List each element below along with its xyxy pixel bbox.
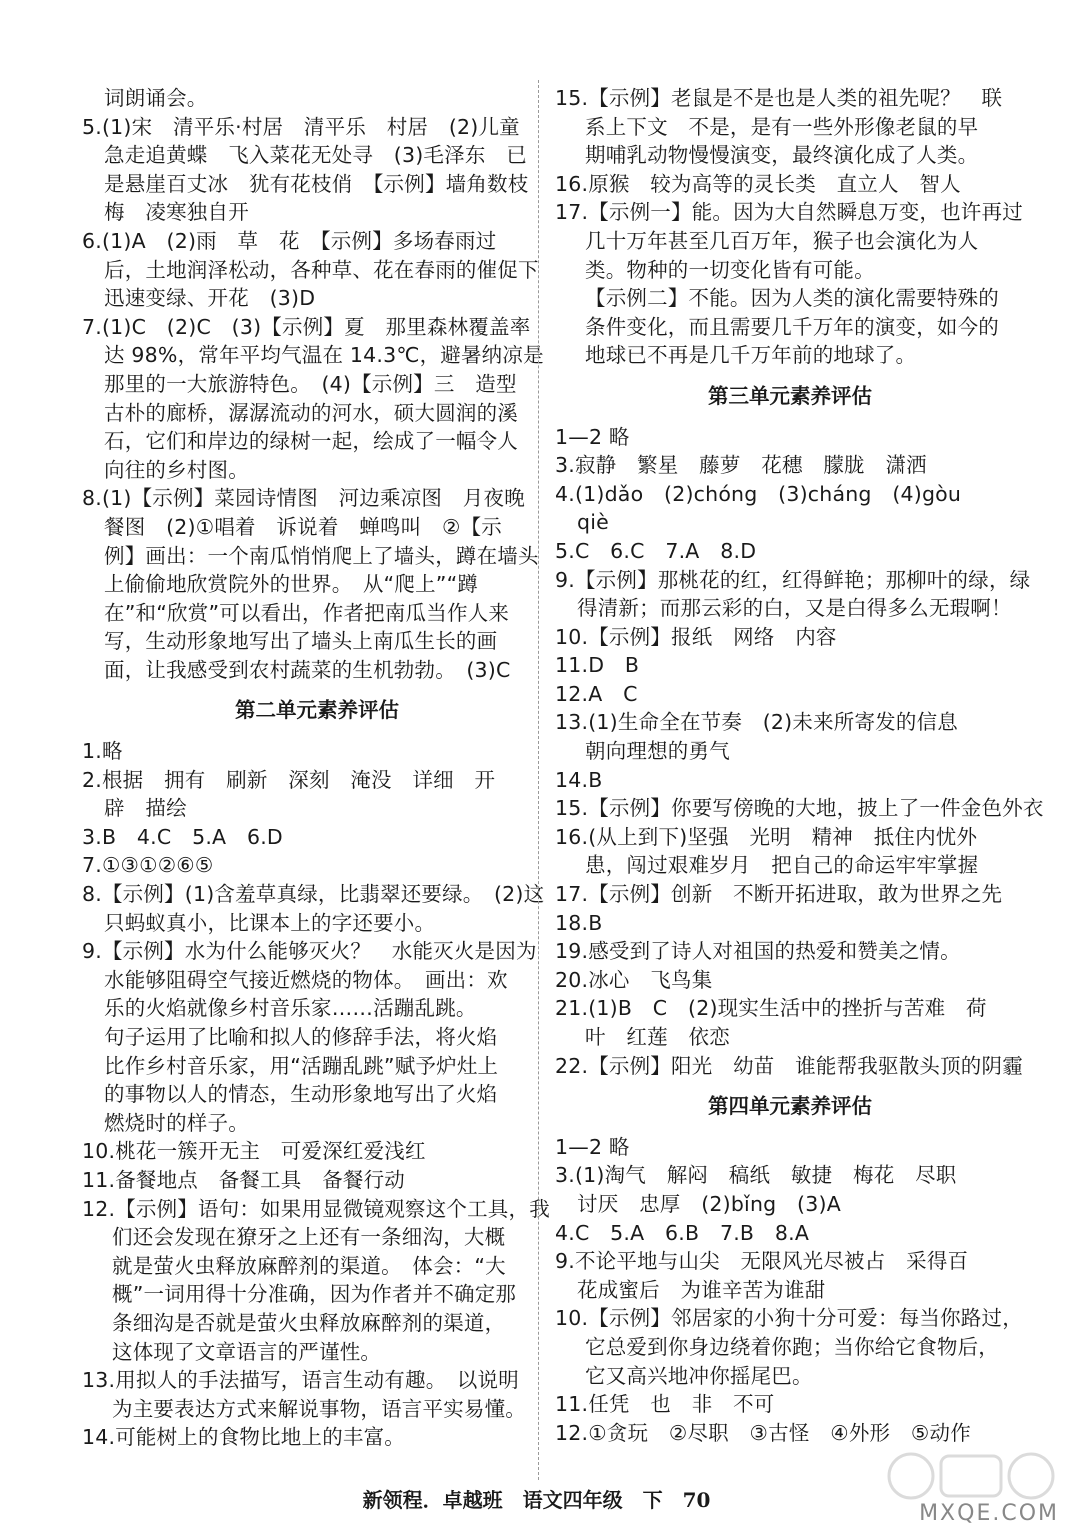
- right-text-line: 22.【示例】阳光 幼苗 谁能帮我驱散头顶的阴霾: [555, 1053, 1023, 1078]
- right-text-line: 3.(1)淘气 解闷 稿纸 敏捷 梅花 尽职: [555, 1163, 957, 1188]
- left-text-line: 5.(1)宋 清平乐·村居 清平乐 村居 (2)儿童: [82, 114, 520, 139]
- right-text-line: 14.B: [555, 767, 603, 792]
- right-text-line: qiè: [577, 510, 609, 535]
- right-text-line: 类。物种的一切变化皆有可能。: [585, 257, 875, 282]
- right-text-line: 10.【示例】邻居家的小狗十分可爱：每当你路过，: [555, 1306, 1023, 1331]
- right-text-line: 1—2 略: [555, 424, 630, 449]
- right-text-line: 4.(1)dǎo (2)chóng (3)cháng (4)gòu: [555, 481, 962, 506]
- left-text-line: 乐的火焰就像乡村音乐家……活蹦乱跳。: [104, 996, 477, 1021]
- left-text-line: 上偷偷地欣赏院外的世界。 从“爬上”“蹲: [104, 572, 479, 597]
- right-text-line: 系上下文 不是，是有一些外形像老鼠的早: [585, 114, 979, 139]
- right-text-line: 3.寂静 繁星 藤萝 花穗 朦胧 潇洒: [555, 453, 927, 478]
- left-text-line: 后，土地润泽松动，各种草、花在春雨的催促下: [104, 257, 539, 282]
- left-text-line: 梅 凌寒独自开: [104, 200, 249, 225]
- right-text-line: 叶 红莲 依恋: [585, 1025, 730, 1049]
- right-text-line: 11.D B: [555, 653, 640, 678]
- right-text-line: 地球已不再是几千万年前的地球了。: [585, 343, 917, 368]
- left-text-line: 写，生动形象地写出了墙头上南瓜生长的画: [104, 629, 498, 654]
- left-text-line: 就是萤火虫释放麻醉剂的渠道。 体会：“大: [112, 1253, 506, 1278]
- left-text-line: 6.(1)A (2)雨 草 花 【示例】多场春雨过: [82, 228, 497, 253]
- right-text-line: 朝向理想的勇气: [585, 739, 730, 764]
- right-text-line: 花成蜜后 为谁辛苦为谁甜: [577, 1277, 826, 1302]
- left-text-line: 石，它们和岸边的绿树一起，绘成了一幅令人: [104, 429, 518, 454]
- left-text-line: 古朴的廊桥，潺潺流动的河水，硕大圆润的溪: [104, 400, 518, 425]
- left-text-line: 的事物以人的情态，生动形象地写出了火焰: [104, 1082, 498, 1107]
- left-text-line: 只蚂蚁真小，比课本上的字还要小。: [104, 910, 436, 935]
- left-text-line: 燃烧时的样子。: [104, 1110, 249, 1135]
- left-text-line: 水能够阻碍空气接近燃烧的物体。 画出：欢: [104, 967, 508, 992]
- right-text-line: 11.任凭 也 非 不可: [555, 1392, 775, 1417]
- left-text-line: 向往的乡村图。: [104, 457, 249, 482]
- right-text-line: 12.A C: [555, 681, 638, 706]
- left-text-line: 条细沟是否就是萤火虫释放麻醉剂的渠道，: [112, 1310, 506, 1335]
- left-text-line: 7.①③①②⑥⑤: [82, 853, 214, 878]
- left-text-line: 11.备餐地点 备餐工具 备餐行动: [82, 1167, 406, 1192]
- left-text-line: 8.【示例】(1)含羞草真绿，比翡翠还要绿。 (2)这: [82, 882, 545, 907]
- right-text-line: 19.感受到了诗人对祖国的热爱和赞美之情。: [555, 939, 961, 964]
- left-text-line: 比作乡村音乐家，用“活蹦乱跳”赋予炉灶上: [104, 1053, 499, 1078]
- right-text-line: 几十万年甚至几百万年，猴子也会演化为人: [585, 228, 979, 253]
- column-divider: [538, 80, 539, 1480]
- left-text-line: 们还会发现在獠牙之上还有一条细沟，大概: [112, 1225, 506, 1250]
- left-text-line: 例】画出：一个南瓜悄悄爬上了墙头，蹲在墙头: [104, 543, 539, 568]
- right-text-line: 期哺乳动物慢慢演变，最终演化成了人类。: [585, 143, 979, 168]
- right-text-line: 它总爱到你身边绕着你跑；当你给它食物后，: [585, 1334, 999, 1359]
- left-text-line: 达 98%，常年平均气温在 14.3℃，避暑纳凉是: [104, 343, 544, 368]
- left-text-line: 面，让我感受到农村蔬菜的生机勃勃。 (3)C: [104, 657, 511, 682]
- left-text-line: 8.(1)【示例】菜园诗情图 河边乘凉图 月夜晚: [82, 486, 525, 511]
- left-text-line: 辟 描绘: [104, 796, 187, 821]
- left-text-line: 在”和“欣赏”可以看出，作者把南瓜当作人来: [104, 600, 510, 625]
- right-text-line: 讨厌 忠厚 (2)bǐng (3)A: [577, 1191, 841, 1216]
- left-text-line: 是悬崖百丈冰 犹有花枝俏 【示例】墙角数枝: [104, 171, 529, 196]
- left-text-line: 2.根据 拥有 刷新 深刻 淹没 详细 开: [82, 767, 496, 792]
- right-text-line: 它又高兴地冲你摇尾巴。: [585, 1363, 813, 1388]
- right-text-line: 12.①贪玩 ②尽职 ③古怪 ④外形 ⑤动作: [555, 1420, 971, 1445]
- left-text-line: 概”一词用得十分准确，因为作者并不确定那: [112, 1282, 517, 1307]
- right-text-line: 16.(从上到下)坚强 光明 精神 抵住内忧外: [555, 824, 978, 849]
- right-text-line: 10.【示例】报纸 网络 内容: [555, 624, 837, 649]
- left-column: [82, 84, 552, 1452]
- right-text-line: 9.【示例】那桃花的红，红得鲜艳；那柳叶的绿，绿: [555, 567, 1031, 592]
- left-text-line: 13.用拟人的手法描写，语言生动有趣。 以说明: [82, 1368, 519, 1393]
- left-text-line: 7.(1)C (2)C (3)【示例】夏 那里森林覆盖率: [82, 314, 531, 339]
- left-text-line: 14.可能树上的食物比地上的丰富。: [82, 1425, 406, 1450]
- left-text-line: 这体现了文章语言的严谨性。: [112, 1339, 382, 1364]
- left-text-line: 1.略: [82, 739, 123, 764]
- section-heading: 第三单元素养评估: [708, 383, 872, 408]
- left-text-line: 那里的一大旅游特色。 (4)【示例】三 造型: [104, 371, 517, 396]
- right-text-line: 16.原猴 较为高等的灵长类 直立人 智人: [555, 171, 961, 196]
- left-text-line: 词朗诵会。: [104, 86, 208, 110]
- right-text-line: 20.冰心 飞鸟集: [555, 967, 713, 992]
- right-text-line: 15.【示例】你要写傍晚的大地，披上了一件金色外衣: [555, 796, 1044, 821]
- left-text-line: 10.桃花一簇开无主 可爱深红爱浅红: [82, 1139, 426, 1164]
- left-text-line: 迅速变绿、开花 (3)D: [104, 286, 316, 311]
- right-text-line: 18.B: [555, 910, 603, 935]
- right-text-line: 13.(1)生命全在节奏 (2)未来所寄发的信息: [555, 710, 958, 735]
- left-text-line: 9.【示例】水为什么能够灭火？ 水能灭火是因为: [82, 939, 537, 964]
- right-text-line: 4.C 5.A 6.B 7.B 8.A: [555, 1220, 810, 1245]
- section-heading: 第二单元素养评估: [235, 698, 399, 723]
- right-text-line: 21.(1)B C (2)现实生活中的挫折与苦难 荷: [555, 996, 987, 1021]
- right-text-line: 条件变化，而且需要几千万年的演变，如今的: [585, 314, 999, 339]
- left-text-line: 为主要表达方式来解说事物，语言平实易懂。: [112, 1396, 526, 1421]
- right-text-line: 9.不论平地与山尖 无限风光尽被占 采得百: [555, 1249, 969, 1274]
- left-text-line: 12.【示例】语句：如果用显微镜观察这个工具，我: [82, 1196, 550, 1221]
- right-text-line: 1—2 略: [555, 1134, 630, 1159]
- right-text-line: 17.【示例】创新 不断开拓进取，敢为世界之先: [555, 882, 1003, 907]
- left-text-line: 餐图 (2)①唱着 诉说着 蝉鸣叫 ②【示: [104, 514, 502, 539]
- right-column: [555, 84, 1044, 1447]
- watermark-text: MXQE.COM: [919, 1501, 1059, 1526]
- left-text-line: 句子运用了比喻和拟人的修辞手法，将火焰: [104, 1025, 498, 1049]
- right-text-line: 【示例二】不能。因为人类的演化需要特殊的: [585, 286, 999, 311]
- right-text-line: 得清新；而那云彩的白，又是白得多么无瑕啊！: [577, 596, 1012, 621]
- right-text-line: 15.【示例】老鼠是不是也是人类的祖先呢？ 联: [555, 86, 1003, 110]
- right-text-line: 17.【示例一】能。因为大自然瞬息万变，也许再过: [555, 200, 1023, 225]
- page-footer: 新领程．卓越班 语文四年级 下 70: [362, 1488, 711, 1512]
- right-text-line: 患，闯过艰难岁月 把自己的命运牢牢掌握: [585, 853, 979, 878]
- left-text-line: 急走追黄蝶 飞入菜花无处寻 (3)毛泽东 已: [104, 143, 527, 168]
- section-heading: 第四单元素养评估: [708, 1094, 872, 1119]
- left-text-line: 3.B 4.C 5.A 6.D: [82, 824, 283, 849]
- right-text-line: 5.C 6.C 7.A 8.D: [555, 538, 757, 563]
